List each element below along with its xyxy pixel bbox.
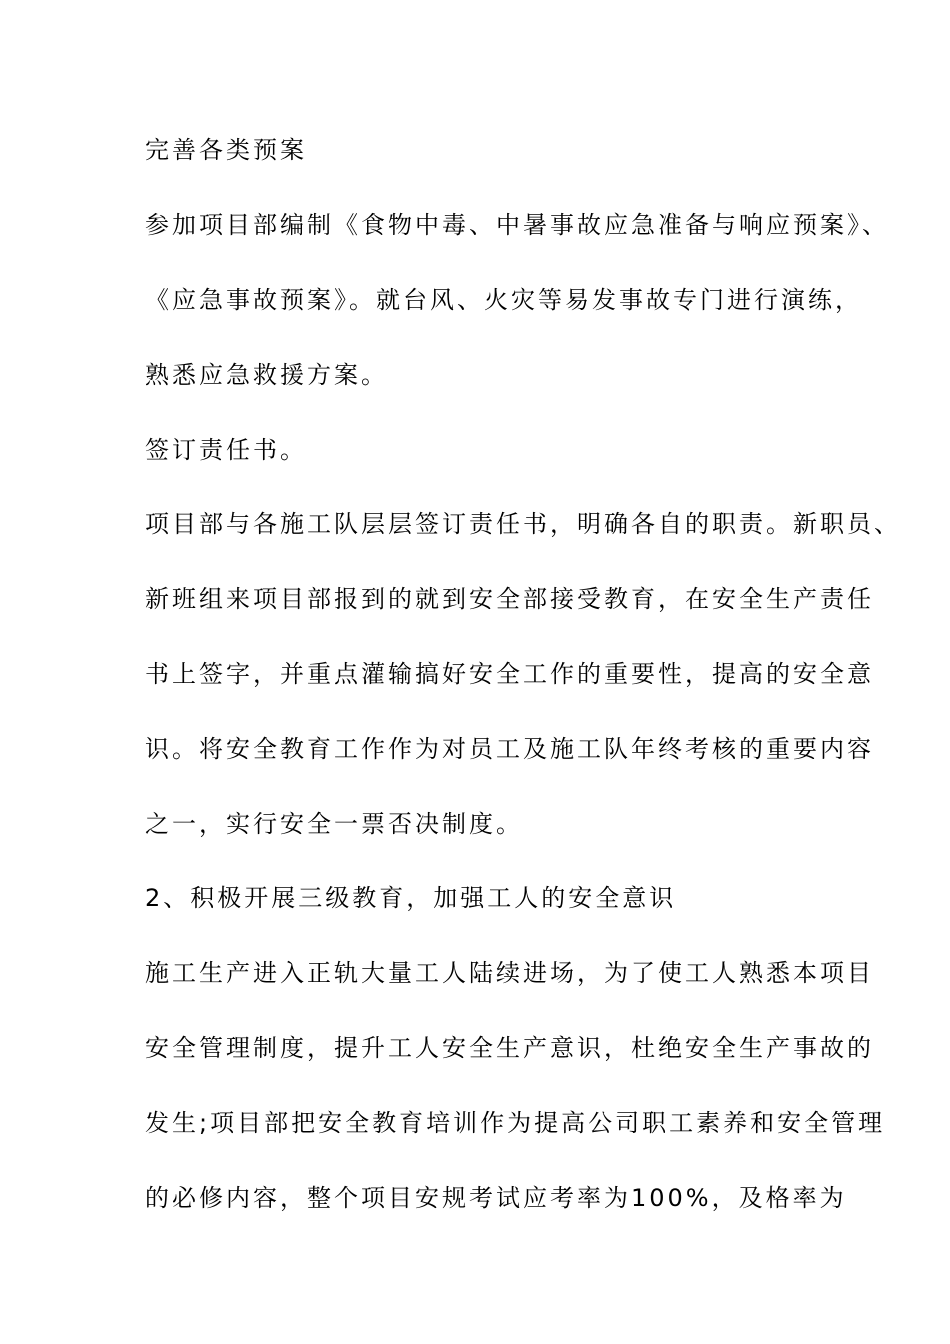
paragraph-line: 识。将安全教育工作作为对员工及施工队年终考核的重要内容 — [145, 735, 874, 763]
paragraph-line: 项目部与各施工队层层签订责任书，明确各自的职责。新职员、 — [145, 510, 901, 538]
paragraph-line: 发生;项目部把安全教育培训作为提高公司职工素养和安全管理 — [145, 1109, 886, 1137]
paragraph-line: 安全管理制度，提升工人安全生产意识，杜绝安全生产事故的 — [145, 1034, 874, 1062]
paragraph-line: 的必修内容，整个项目安规考试应考率为100%，及格率为 — [145, 1184, 847, 1212]
paragraph-line: 新班组来项目部报到的就到安全部接受教育，在安全生产责任 — [145, 585, 874, 613]
section-heading-responsibility: 签订责任书。 — [145, 436, 307, 464]
paragraph-line: 施工生产进入正轨大量工人陆续进场，为了使工人熟悉本项目 — [145, 959, 874, 987]
paragraph-line: 参加项目部编制《食物中毒、中暑事故应急准备与响应预案》、 — [145, 211, 889, 239]
section-heading-education: 2、积极开展三级教育，加强工人的安全意识 — [145, 884, 677, 912]
paragraph-line: 熟悉应急救援方案。 — [145, 361, 388, 389]
paragraph-line: 《应急事故预案》。就台风、火灾等易发事故专门进行演练， — [145, 286, 862, 314]
paragraph-line: 书上签字，并重点灌输搞好安全工作的重要性，提高的安全意 — [145, 660, 874, 688]
section-heading-plans: 完善各类预案 — [145, 136, 307, 164]
paragraph-line: 之一，实行安全一票否决制度。 — [145, 810, 523, 838]
